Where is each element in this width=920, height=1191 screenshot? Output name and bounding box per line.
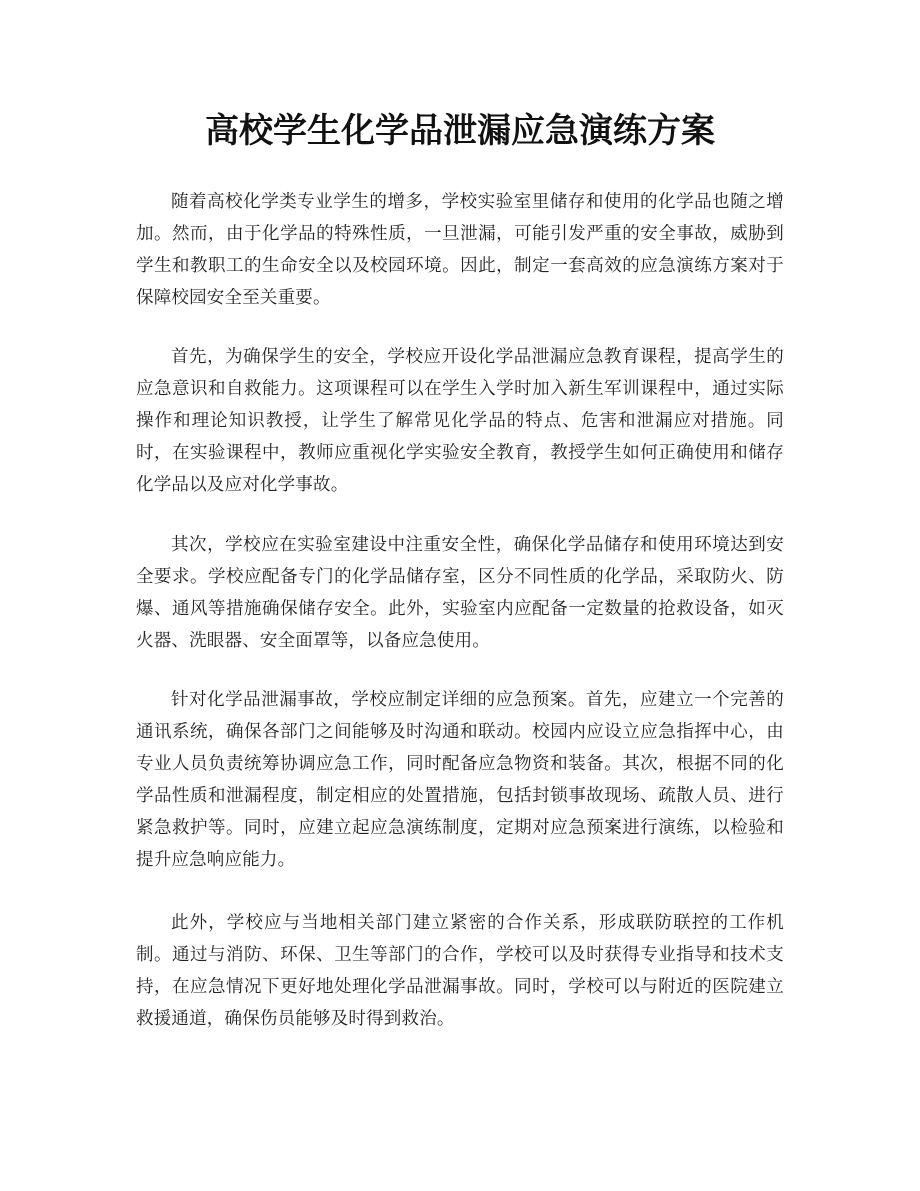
paragraph-lab-safety: 其次，学校应在实验室建设中注重安全性，确保化学品储存和使用环境达到安全要求。学校应配备专门的化学品储存室，区分不同性质的化学品，采取防火、防爆、通风等措施确保储存安全。此外，实验室内应配备一定数量的抢救设备，如灭火器、洗眼器、安全面罩等，以备应急使用。 xyxy=(136,535,784,651)
paragraph-cooperation: 此外，学校应与当地相关部门建立紧密的合作关系，形成联防联控的工作机制。通过与消防、环保、卫生等部门的合作，学校可以及时获得专业指导和技术支持，在应急情况下更好地处理化学品泄漏事故。同时，学校可以与附近的医院建立救援通道，确保伤员能够及时得到救治。 xyxy=(136,913,784,1029)
document-title: 高校学生化学品泄漏应急演练方案 xyxy=(205,111,715,151)
paragraph-emergency-plan: 针对化学品泄漏事故，学校应制定详细的应急预案。首先，应建立一个完善的通讯系统，确保各部门之间能够及时沟通和联动。校园内应设立应急指挥中心，由专业人员负责统筹协调应急工作，同时配备应急物资和装备。其次，根据不同的化学品性质和泄漏程度，制定相应的处置措施，包括封锁事故现场、疏散人员、进行紧急救护等。同时，应建立起应急演练制度，定期对应急预案进行演练，以检验和提升应急响应能力。 xyxy=(136,690,784,870)
paragraph-education: 首先，为确保学生的安全，学校应开设化学品泄漏应急教育课程，提高学生的应急意识和自救能力。这项课程可以在学生入学时加入新生军训课程中，通过实际操作和理论知识教授，让学生了解常见化学品的特点、危害和泄漏应对措施。同时，在实验课程中，教师应重视化学实验安全教育，教授学生如何正确使用和储存化学品以及应对化学事故。 xyxy=(136,347,784,495)
paragraph-intro: 随着高校化学类专业学生的增多，学校实验室里储存和使用的化学品也随之增加。然而，由于化学品的特殊性质，一旦泄漏，可能引发严重的安全事故，威胁到学生和教职工的生命安全以及校园环境。因此，制定一套高效的应急演练方案对于保障校园安全至关重要。 xyxy=(136,192,784,308)
